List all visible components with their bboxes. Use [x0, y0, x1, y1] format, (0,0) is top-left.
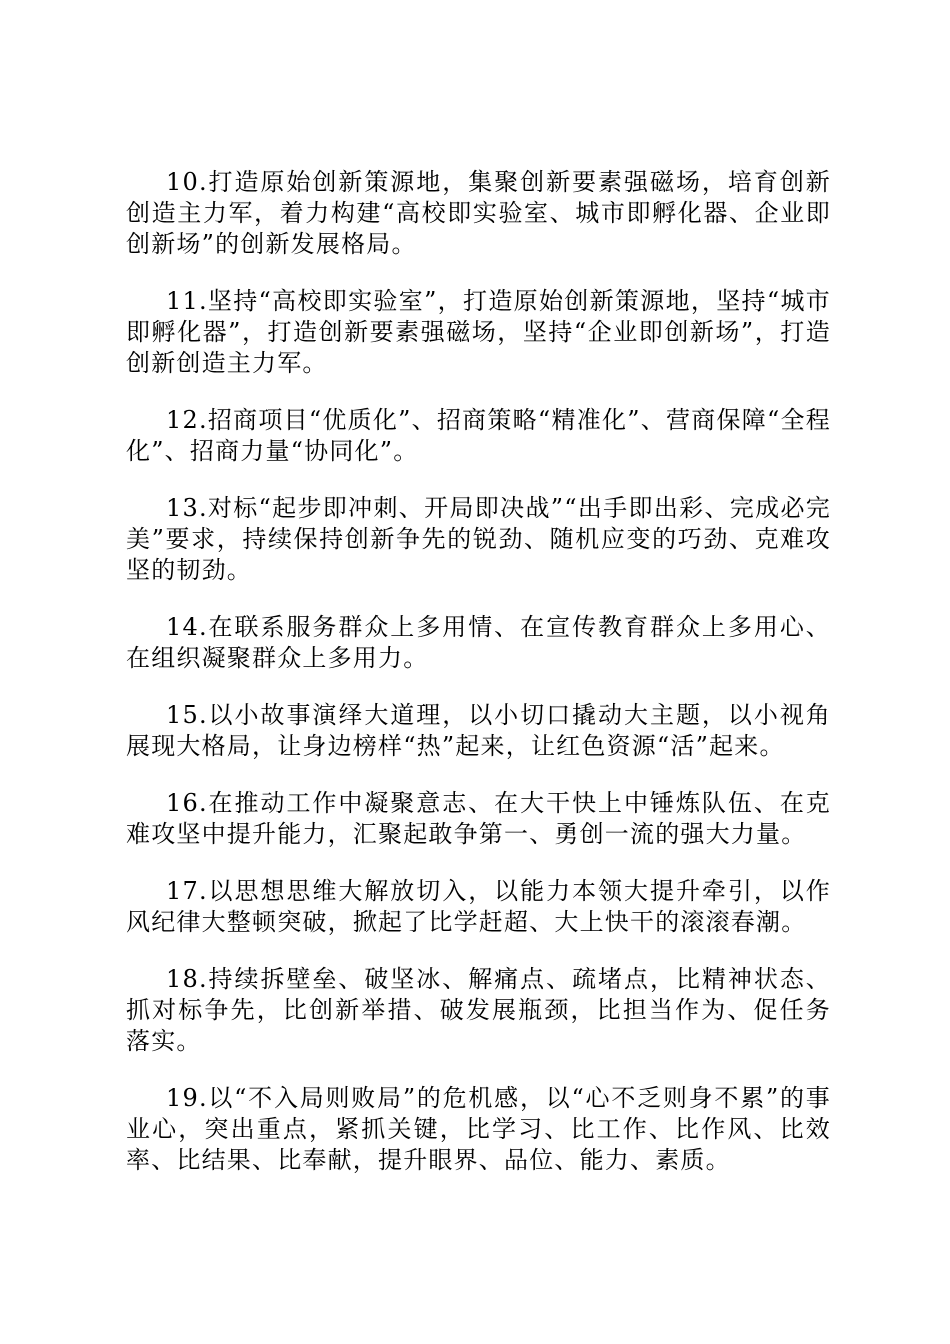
paragraph-12: 12.招商项目“优质化”、招商策略“精准化”、营商保障“全程化”、招商力量“协同化”。	[126, 406, 831, 465]
paragraph-15: 15.以小故事演绎大道理，以小切口撬动大主题，以小视角展现大格局，让身边榜样“热”起来，让红色资源“活”起来。	[126, 701, 831, 760]
document-body	[126, 167, 831, 1202]
paragraph-18: 18.持续拆壁垒、破坚冰、解痛点、疏堵点，比精神状态、抓对标争先，比创新举措、破发展瓶颈，比担当作为、促任务落实。	[126, 965, 831, 1055]
paragraph-17: 17.以思想思维大解放切入，以能力本领大提升牵引，以作风纪律大整顿突破，掀起了比学赶超、大上快干的滚滚春潮。	[126, 877, 831, 936]
paragraph-10: 10.打造原始创新策源地，集聚创新要素强磁场，培育创新创造主力军，着力构建“高校即实验室、城市即孵化器、企业即创新场”的创新发展格局。	[126, 168, 831, 258]
paragraph-14: 14.在联系服务群众上多用情、在宣传教育群众上多用心、在组织凝聚群众上多用力。	[126, 613, 831, 672]
paragraph-16: 16.在推动工作中凝聚意志、在大干快上中锤炼队伍、在克难攻坚中提升能力，汇聚起敢争第一、勇创一流的强大力量。	[126, 789, 831, 848]
paragraph-19: 19.以“不入局则败局”的危机感，以“心不乏则身不累”的事业心，突出重点，紧抓关键，比学习、比工作、比作风、比效率、比结果、比奉献，提升眼界、品位、能力、素质。	[126, 1084, 831, 1174]
paragraph-13: 13.对标“起步即冲刺、开局即决战”“出手即出彩、完成必完美”要求，持续保持创新争先的锐劲、随机应变的巧劲、克难攻坚的韧劲。	[126, 494, 831, 584]
paragraph-11: 11.坚持“高校即实验室”，打造原始创新策源地，坚持“城市即孵化器”，打造创新要素强磁场，坚持“企业即创新场”，打造创新创造主力军。	[126, 287, 831, 377]
